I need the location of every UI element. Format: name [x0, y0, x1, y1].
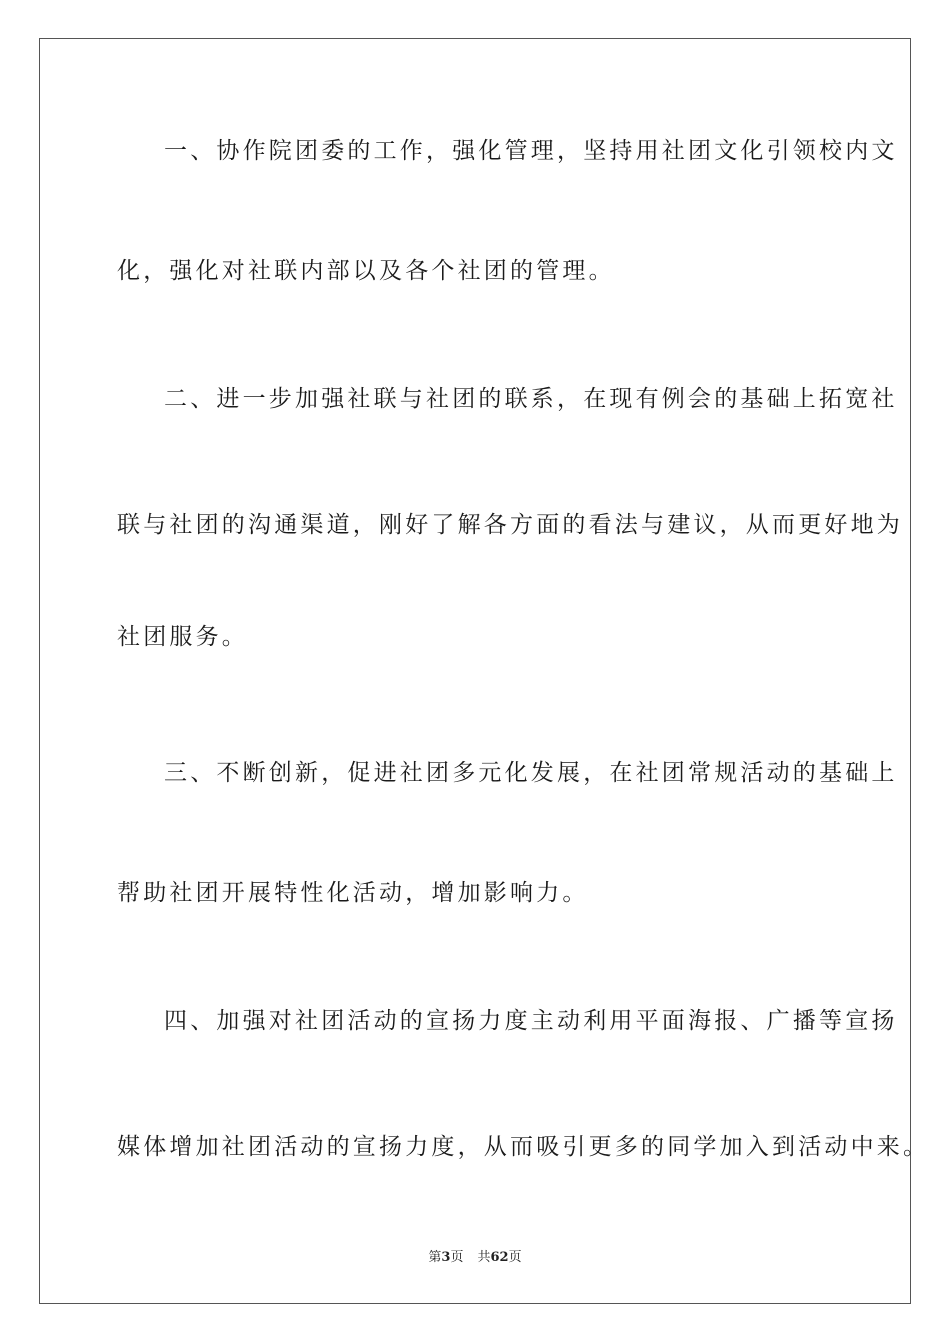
page-border — [39, 38, 930, 1304]
footer-page-suffix: 页 — [450, 1250, 464, 1265]
paragraph-4-line-1: 四、加强对社团活动的宣扬力度主动利用平面海报、广播等宣扬 — [164, 1008, 898, 1034]
paragraph-3-line-1: 三、不断创新，促进社团多元化发展，在社团常规活动的基础上 — [164, 760, 898, 786]
paragraph-2-line-3: 社团服务。 — [117, 624, 248, 650]
footer-total-pages: 62 — [490, 1250, 509, 1265]
footer-total-suffix: 页 — [508, 1250, 522, 1265]
paragraph-4-line-2: 媒体增加社团活动的宣扬力度，从而吸引更多的同学加入到活动中来。 — [117, 1134, 930, 1160]
footer-total-prefix: 共 — [477, 1250, 491, 1265]
paragraph-3-line-2: 帮助社团开展特性化活动，增加影响力。 — [117, 880, 589, 906]
footer-page-prefix: 第 — [428, 1250, 442, 1265]
page-footer — [0, 1248, 950, 1268]
paragraph-2-line-2: 联与社团的沟通渠道，刚好了解各方面的看法与建议，从而更好地为 — [117, 512, 903, 538]
paragraph-2-line-1: 二、进一步加强社联与社团的联系，在现有例会的基础上拓宽社 — [164, 386, 898, 412]
paragraph-1-line-1: 一、协作院团委的工作，强化管理，坚持用社团文化引领校内文 — [164, 138, 898, 164]
paragraph-1-line-2: 化，强化对社联内部以及各个社团的管理。 — [117, 258, 615, 284]
footer-page-number: 3 — [441, 1250, 451, 1265]
